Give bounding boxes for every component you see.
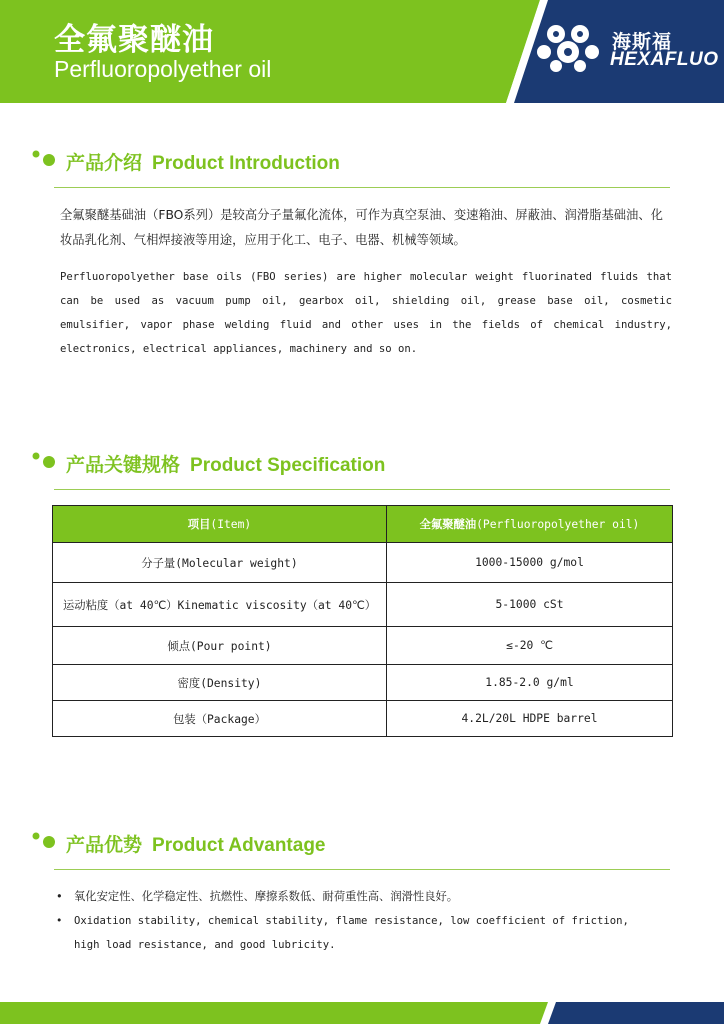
- table-header-row: [53, 506, 673, 543]
- column-header-item-cn: 项目: [187, 518, 211, 531]
- spec-item-cell: 分子量(Molecular weight): [53, 543, 387, 583]
- section-title-en: Product Introduction: [152, 153, 340, 174]
- green-dots-icon: [30, 450, 66, 480]
- advantage-text-cn: 氧化安定性、化学稳定性、抗燃性、摩擦系数低、耐荷重性高、润滑性良好。: [74, 890, 459, 903]
- hexafluo-molecule-logo-icon: [536, 22, 606, 74]
- column-header-item-en: (Item): [210, 518, 252, 531]
- spec-item-cell: 倾点(Pour point): [53, 627, 387, 665]
- bullet-icon: •: [56, 915, 63, 927]
- column-header-value-cn: 全氟聚醚油: [419, 518, 477, 531]
- spec-item-cell: 运动粘度（at 40℃）Kinematic viscosity（at 40℃）: [53, 583, 387, 627]
- advantage-list: [56, 885, 656, 957]
- spec-value-cell: 5-1000 cSt: [387, 583, 673, 627]
- section-title-cn: 产品介绍: [66, 152, 143, 174]
- section-divider: [54, 489, 670, 490]
- logo-text-en: HEXAFLUO: [610, 49, 719, 70]
- column-header-value: [387, 506, 673, 543]
- section-title: [66, 450, 385, 477]
- table-row: [53, 627, 673, 665]
- specification-table: [52, 505, 673, 737]
- table-row: [53, 543, 673, 583]
- company-logo: [536, 22, 724, 74]
- section-title-en: Product Specification: [190, 455, 386, 476]
- column-header-item: [53, 506, 387, 543]
- section-title: [66, 148, 340, 175]
- list-item: [56, 909, 656, 957]
- list-item: [56, 885, 656, 909]
- section-head-advantage: [30, 830, 670, 870]
- table-row: [53, 665, 673, 701]
- spec-item-cell: 密度(Density): [53, 665, 387, 701]
- footer-band: [0, 1002, 724, 1024]
- table-row: [53, 583, 673, 627]
- page-title-cn: 全氟聚醚油: [54, 22, 214, 58]
- section-title-en: Product Advantage: [152, 835, 326, 856]
- spec-value-cell: 4.2L/20L HDPE barrel: [387, 701, 673, 737]
- intro-text-cn: 全氟聚醚基础油（FBO系列）是较高分子量氟化流体，可作为真空泵油、变速箱油、屏蔽油、润滑脂基础油、化妆品乳化剂、气相焊接液等用途，应用于化工、电子、电器、机械等领域。: [60, 208, 663, 247]
- green-dots-icon: [30, 830, 66, 860]
- spec-item-cell: 包装（Package）: [53, 701, 387, 737]
- column-header-value-en: (Perfluoropolyether oil): [476, 518, 640, 531]
- section-divider: [54, 869, 670, 870]
- advantage-text-en: Oxidation stability, chemical stability, flame resistance, low coefficient of friction, high load resistance, and good lubricity.: [74, 915, 629, 951]
- spec-value-cell: 1.85-2.0 g/ml: [387, 665, 673, 701]
- spec-value-cell: ≤-20 ℃: [387, 627, 673, 665]
- section-title-cn: 产品优势: [66, 834, 143, 856]
- page-header: [0, 0, 724, 103]
- section-title-cn: 产品关键规格: [66, 454, 181, 476]
- spec-value-cell: 1000-15000 g/mol: [387, 543, 673, 583]
- page-title-en: Perfluoropolyether oil: [54, 56, 272, 82]
- section-head-specification: [30, 450, 670, 490]
- bullet-icon: •: [56, 890, 63, 903]
- section-title: [66, 830, 326, 857]
- green-dots-icon: [30, 148, 66, 178]
- section-divider: [54, 187, 670, 188]
- table-row: [53, 701, 673, 737]
- page-footer: [0, 1002, 724, 1024]
- section-head-introduction: [30, 148, 670, 188]
- logo-text-cn: 海斯福: [612, 31, 673, 53]
- intro-text-en: Perfluoropolyether base oils (FBO series) are higher molecular weight fluorinated fluids that can be used as vacuum pump oil, gearbox oil, shielding oil, grease base oil, cosmetic emulsifier, vapor phase welding fluid and other uses in the fields of chemical industry, electronics, electrical appliances, machinery and so on.: [60, 271, 672, 355]
